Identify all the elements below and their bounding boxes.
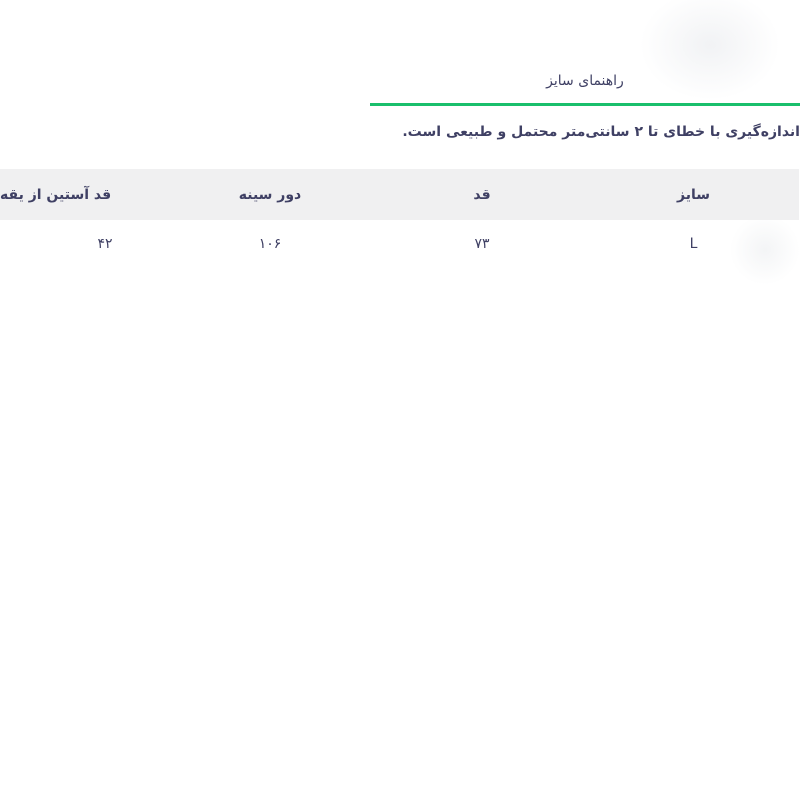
column-header-chest: دور سینه [238, 186, 302, 203]
measurement-note: اندازه‌گیری با خطای تا ۲ سانتی‌متر محتمل و طبیعی است. [402, 124, 800, 140]
table-row [0, 220, 799, 268]
cell-sleeve: ۴۲ [97, 236, 113, 252]
cell-height: ۷۳ [474, 236, 490, 252]
column-header-size: سایز [677, 186, 710, 203]
column-header-sleeve: قد آستین از یقه [0, 186, 112, 203]
column-header-height: قد [473, 186, 491, 203]
table-header [0, 169, 799, 220]
cell-chest: ۱۰۶ [258, 236, 282, 252]
tab-bar [370, 56, 800, 108]
size-table [0, 169, 799, 268]
tab-size-guide[interactable]: راهنمای سایز [370, 56, 800, 106]
cell-size: L [689, 236, 698, 252]
